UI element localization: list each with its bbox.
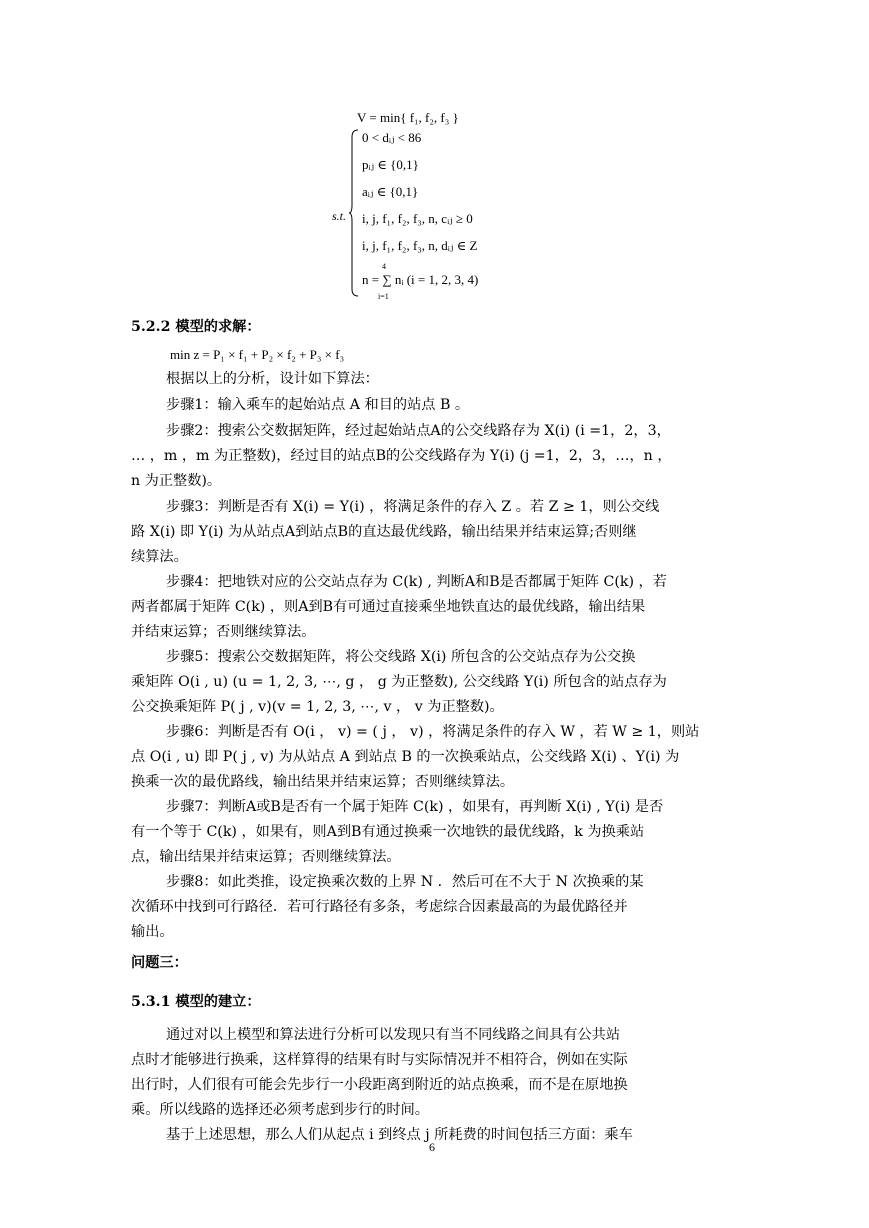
section-heading-5-3-1: 5.3.1 模型的建立： bbox=[131, 994, 261, 1010]
constraint-3: aᵢⱼ ∈ {0,1} bbox=[362, 184, 419, 199]
paragraph-line: 通过对以上模型和算法进行分析可以发现只有当不同线路之间具有公共站 bbox=[166, 1027, 621, 1043]
formula-v: V = min{ f₁, f₂, f₃ } bbox=[357, 110, 459, 125]
text-line: 步骤6：判断是否有 O(i ， v) = ( j ， v) ，将满足条件的存入 W ，若 W ≥ 1，则站 bbox=[166, 724, 700, 740]
text-line: 续算法。 bbox=[131, 549, 188, 565]
paragraph-line: 基于上述思想，那么人们从起点 i 到终点 j 所耗费的时间包括三方面：乘车 bbox=[166, 1127, 633, 1143]
constraint-2: pᵢⱼ ∈ {0,1} bbox=[362, 157, 419, 172]
text-line: 路 X(i) 即 Y(i) 为从站点A到站点B的直达最优线路，输出结果并结束运算;否则继 bbox=[131, 524, 637, 540]
text-line: 并结束运算；否则继续算法。 bbox=[131, 624, 316, 640]
section-heading-5-2-2: 5.2.2 模型的求解： bbox=[131, 319, 261, 335]
page-number: 6 bbox=[429, 1140, 435, 1154]
text-line: n 为正整数)。 bbox=[131, 473, 222, 489]
text-line: 公交换乘矩阵 P( j , v)(v = 1, 2, 3, ⋯, v ， v 为正整数)。 bbox=[131, 699, 504, 715]
sum-upper: 4 bbox=[382, 262, 386, 271]
text-line: 点 O(i , u) 即 P( j , v) 为从站点 A 到站点 B 的一次换乘站点，公交线路 X(i) 、Y(i) 为 bbox=[131, 749, 680, 765]
constraint-6: n = ∑ nᵢ (i = 1, 2, 3, 4) bbox=[362, 272, 479, 287]
left-brace-icon bbox=[349, 129, 359, 297]
text-line: 有一个等于 C(k) ，如果有，则A到B有通过换乘一次地铁的最优线路，k 为换乘站 bbox=[131, 824, 645, 840]
text-line: 步骤7：判断A或B是否有一个属于矩阵 C(k) ，如果有，再判断 X(i) , Y(i) 是否 bbox=[166, 799, 664, 815]
text-line: … ，m ，m 为正整数)，经过目的站点B的公交线路存为 Y(i) (j =1，2，3，…，n ， bbox=[131, 448, 672, 464]
paragraph-line: 出行时，人们很有可能会先步行一小段距离到附近的站点换乘，而不是在原地换 bbox=[131, 1077, 628, 1093]
constraint-4: i, j, f₁, f₂, f₃, n, cᵢⱼ ≥ 0 bbox=[362, 211, 473, 226]
text-line: 两者都属于矩阵 C(k) ，则A到B有可通过直接乘坐地铁直达的最优线路，输出结果 bbox=[131, 599, 646, 615]
text-line: 换乘一次的最优路线，输出结果并结束运算；否则继续算法。 bbox=[131, 774, 515, 790]
text-line: 步骤3：判断是否有 X(i) = Y(i) ，将满足条件的存入 Z 。若 Z ≥ 1，则公交线 bbox=[166, 499, 660, 515]
text-line: 输出。 bbox=[131, 924, 174, 940]
text-line: 点，输出结果并结束运算；否则继续算法。 bbox=[131, 849, 401, 865]
text-line: 乘矩阵 O(i , u) (u = 1, 2, 3, ⋯, g ， g 为正整数), 公交线路 Y(i) 所包含的站点存为 bbox=[131, 674, 667, 690]
paragraph-line: 乘。所以线路的选择还必须考虑到步行的时间。 bbox=[131, 1102, 429, 1118]
paragraph-line: 点时才能够进行换乘，这样算得的结果有时与实际情况并不相符合，例如在实际 bbox=[131, 1052, 628, 1068]
sum-lower: i=1 bbox=[378, 292, 389, 301]
text-line: 根据以上的分析，设计如下算法： bbox=[166, 371, 379, 387]
text-line: 步骤1：输入乘车的起始站点 A 和目的站点 B 。 bbox=[166, 397, 470, 413]
text-line: 步骤5：搜索公交数据矩阵，将公交线路 X(i) 所包含的公交站点存为公交换 bbox=[166, 649, 636, 665]
text-line: 次循环中找到可行路径．若可行路径有多条，考虑综合因素最高的为最优路径并 bbox=[131, 899, 628, 915]
constraint-5: i, j, f₁, f₂, f₃, n, dᵢⱼ ∈ Z bbox=[362, 238, 478, 253]
text-line: 步骤8：如此类推，设定换乘次数的上界 N ．然后可在不大于 N 次换乘的某 bbox=[166, 874, 644, 890]
objective-formula: min z = P₁ × f₁ + P₂ × f₂ + P₃ × f₃ bbox=[170, 347, 345, 362]
problem-three-heading: 问题三： bbox=[131, 955, 188, 971]
st-label: s.t. bbox=[332, 209, 347, 223]
constraint-1: 0 < dᵢⱼ < 86 bbox=[362, 130, 422, 145]
text-line: 步骤4：把地铁对应的公交站点存为 C(k) , 判断A和B是否都属于矩阵 C(k) ，若 bbox=[166, 574, 667, 590]
text-line: 步骤2：搜索公交数据矩阵，经过起始站点A的公交线路存为 X(i) (i =1，2，3， bbox=[166, 423, 671, 439]
